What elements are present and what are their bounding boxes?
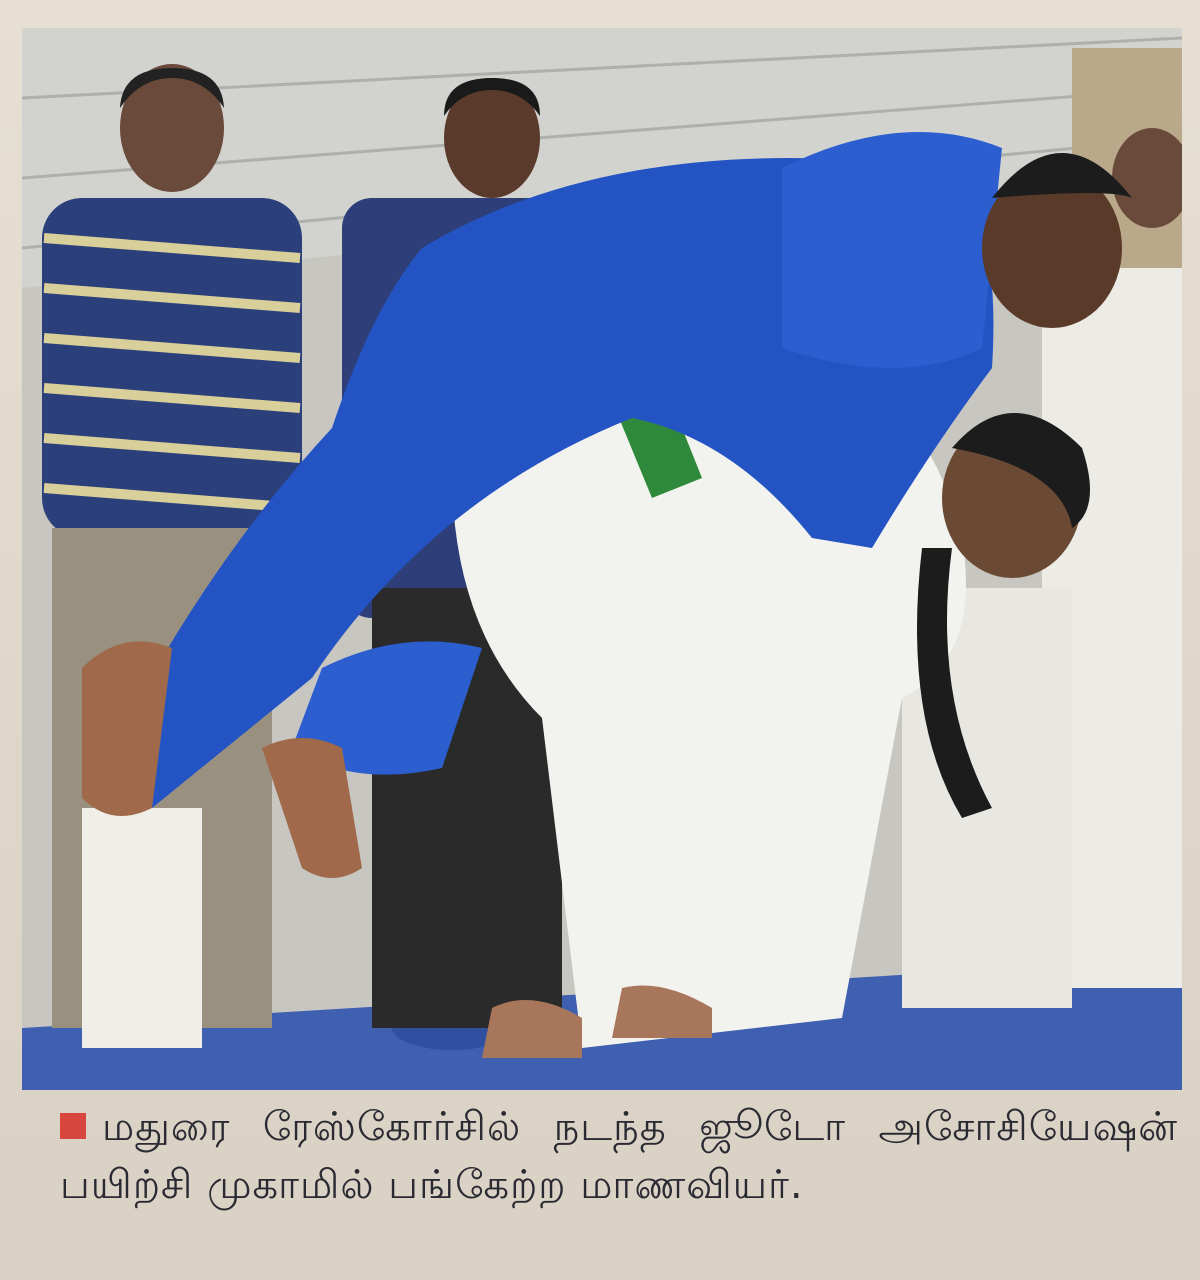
news-photo (22, 28, 1182, 1090)
photo-caption (60, 1098, 1178, 1214)
judo-photo-illustration (22, 28, 1182, 1090)
caption-text: மதுரை ரேஸ்கோர்சில் நடந்த ஜூடோ அசோசியேஷன் பயிற்சி முகாமில் பங்கேற்ற மாணவியர். (60, 1104, 1178, 1208)
caption-bullet-icon (60, 1113, 86, 1139)
